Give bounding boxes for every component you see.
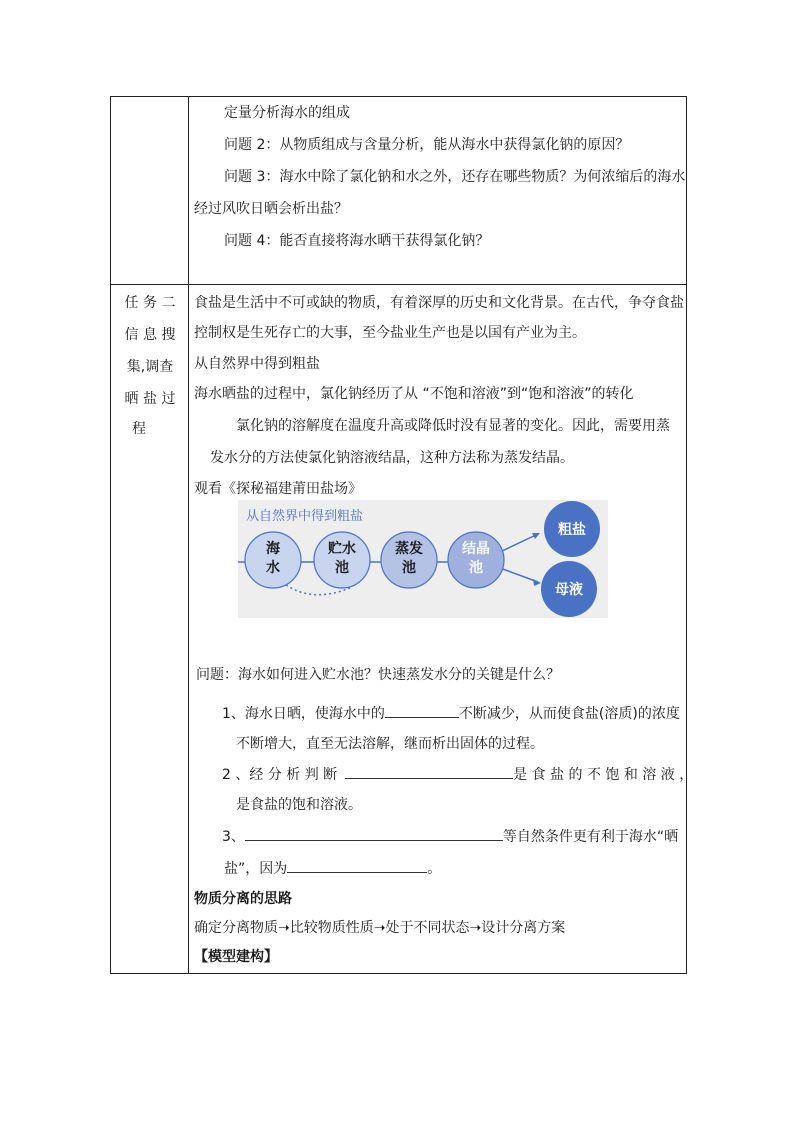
question-3-line-a: 问题 3：海水中除了氯化钠和水之外，还存在哪些物质？为何浓缩后的海水	[224, 169, 686, 185]
item-2-blank[interactable]	[345, 764, 513, 779]
task-label-line-4: 晒 盐 过	[124, 391, 176, 407]
node-evaporation-label-top: 蒸发	[395, 541, 423, 557]
item-3-pre: 3、	[222, 829, 245, 845]
diagram-title: 从自然界中得到粗盐	[246, 509, 364, 524]
arrowhead-mother-liquor	[533, 579, 541, 586]
intro-line-a: 食盐是生活中不可或缺的物质，有着深厚的历史和文化背景。在古代，争夺食盐	[194, 295, 684, 311]
solubility-line-b: 发水分的方法使氯化钠溶液结晶，这种方法称为蒸发结晶。	[210, 450, 574, 466]
node-evaporation-label-bottom: 池	[402, 560, 416, 576]
heading-separation: 物质分离的思路	[194, 891, 292, 907]
process-line: 海水晒盐的过程中，氯化钠经历了从 “不饱和溶液”到“饱和溶液”的转化	[194, 386, 634, 402]
table-row-divider	[110, 284, 687, 285]
question-4: 问题 4：能否直接将海水晒干获得氯化钠？	[224, 233, 490, 249]
task-label-line-2: 信 息 搜	[124, 327, 176, 343]
task-label-line-5: 程	[132, 421, 146, 437]
item-3-line-a	[222, 826, 678, 847]
item-2-pre: 2 、经 分 析 判 断	[222, 767, 338, 783]
row1-line1: 定量分析海水的组成	[224, 105, 350, 121]
table-column-divider	[188, 96, 189, 974]
task-label-line-3: 集,调查	[126, 359, 174, 375]
intro-line-b: 控制权是生死存亡的大事，至今盐业生产也是以国有产业为主。	[194, 325, 586, 341]
heading-model: 【模型建构】	[194, 949, 278, 965]
item-2-post: 是 食 盐 的 不 饱 和 溶 液 ，	[513, 767, 694, 783]
watch-video-line: 观看《探秘福建莆田盐场》	[194, 481, 362, 497]
question-line: 问题：海水如何进入贮水池？快速蒸发水分的关键是什么？	[196, 667, 560, 683]
item-3-line-b	[224, 858, 441, 879]
item-3b-post: 。	[427, 861, 442, 877]
salt-process-svg	[238, 500, 608, 618]
item-1-pre: 1、海水日晒，使海水中的	[222, 706, 385, 722]
item-3b-pre: 盐”，因为	[224, 861, 288, 877]
node-seawater-label-top: 海	[266, 541, 280, 557]
item-2-line-a	[222, 764, 693, 785]
item-3-post: 等自然条件更有利于海水“晒	[502, 829, 679, 845]
solubility-line-a: 氯化钠的溶解度在温度升高或降低时没有显著的变化。因此，需要用蒸	[236, 418, 670, 434]
heading-crude-salt: 从自然界中得到粗盐	[194, 356, 320, 372]
node-storage-label-bottom: 池	[335, 560, 349, 576]
item-1-post: 不断减少，从而使食盐(溶质)的浓度	[458, 706, 680, 722]
item-1-blank[interactable]	[385, 703, 459, 718]
item-3-blank-1[interactable]	[245, 826, 503, 841]
question-3-line-b: 经过风吹日晒会析出盐？	[194, 201, 348, 217]
item-3-blank-2[interactable]	[287, 858, 427, 873]
node-crystallization-label-top: 结晶	[462, 541, 490, 557]
node-crude-salt-label: 粗盐	[558, 522, 586, 538]
arrow-to-mother-liquor	[500, 568, 538, 582]
node-crystallization-label-bottom: 池	[469, 560, 483, 576]
item-1-line-a	[222, 703, 680, 724]
arrow-to-crude-salt	[500, 534, 538, 552]
node-seawater-label-bottom: 水	[266, 560, 280, 576]
node-storage-label-top: 贮水	[328, 541, 356, 557]
node-mother-liquor-label: 母液	[555, 582, 583, 598]
item-1-line-b: 不断增大，直至无法溶解，继而析出固体的过程。	[236, 736, 544, 752]
question-2: 问题 2：从物质组成与含量分析，能从海水中获得氯化钠的原因？	[224, 137, 630, 153]
task-label-line-1: 任 务 二	[124, 295, 176, 311]
separation-steps: 确定分离物质➝比较物质性质➝处于不同状态➝设计分离方案	[194, 920, 566, 936]
item-2-line-b: 是食盐的饱和溶液。	[236, 797, 362, 813]
salt-process-diagram	[238, 500, 608, 618]
